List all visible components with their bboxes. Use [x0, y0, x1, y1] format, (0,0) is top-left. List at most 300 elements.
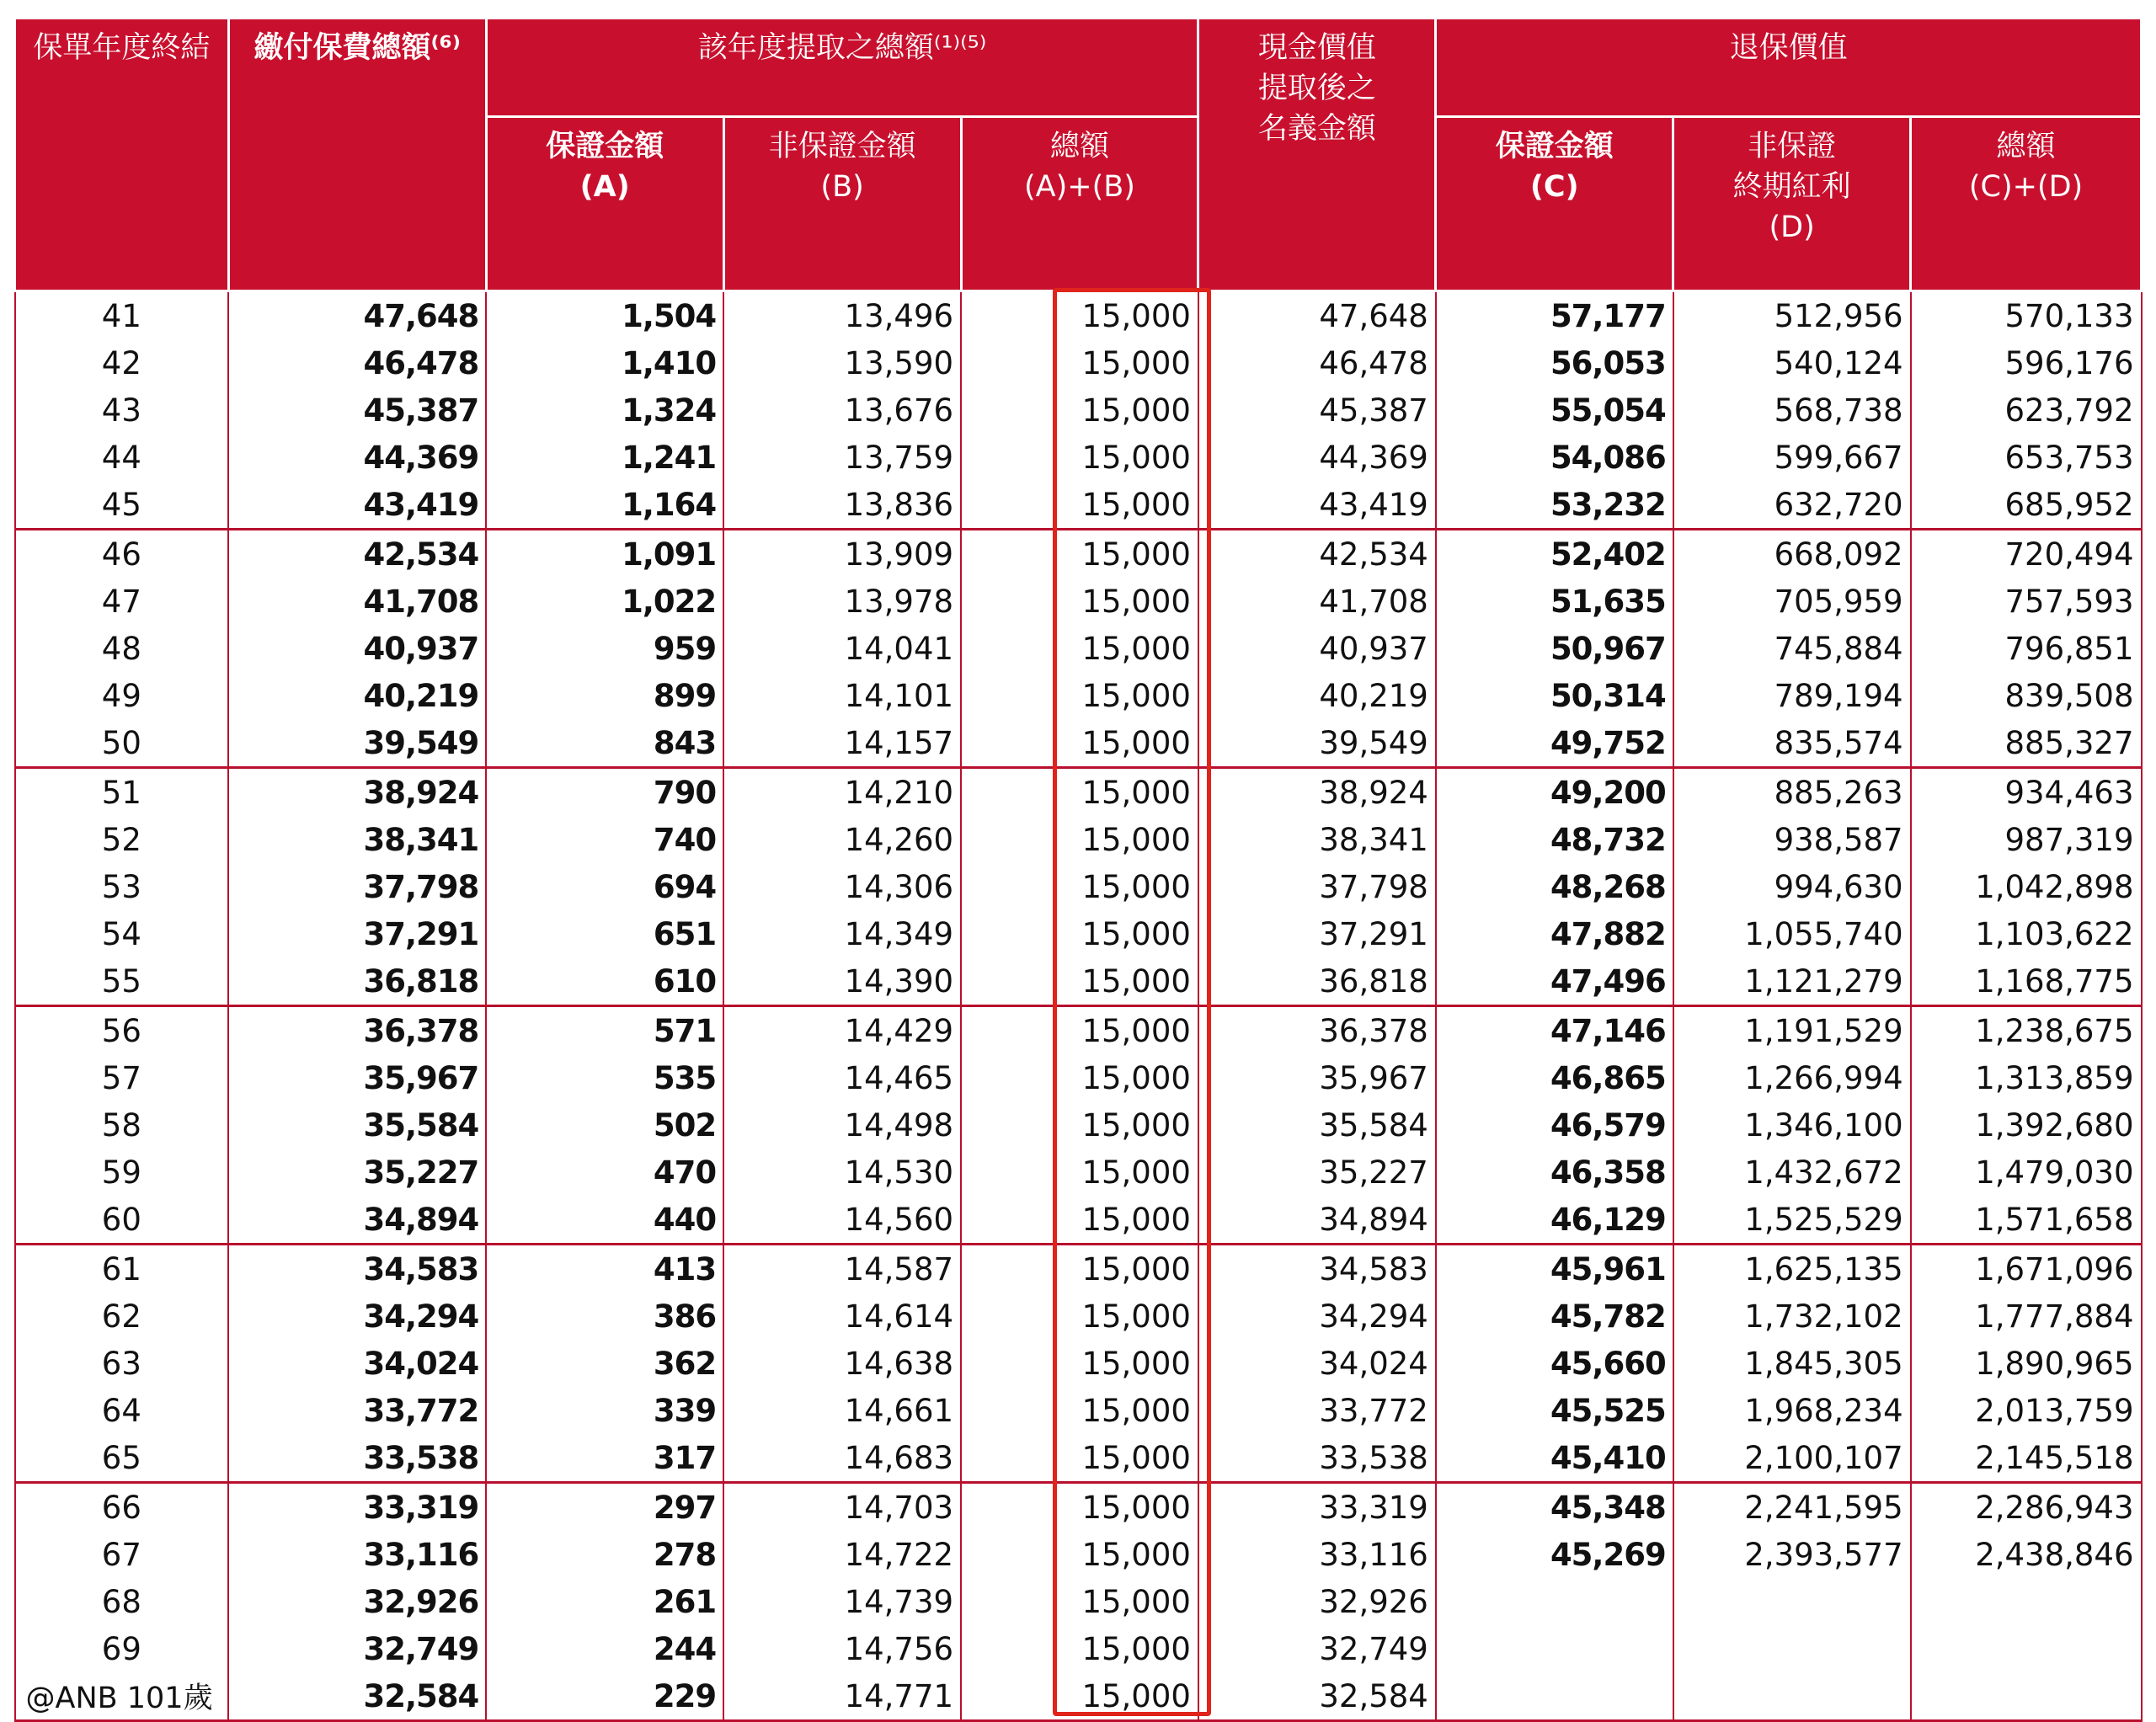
cell-cd: 1,042,898 — [1911, 863, 2142, 910]
cell-b: 14,756 — [723, 1625, 961, 1672]
cell-premium: 42,534 — [228, 530, 486, 578]
cell-premium: 32,926 — [228, 1578, 486, 1625]
table-row — [15, 672, 2142, 719]
cell-year: 50 — [15, 719, 229, 768]
cell-ab: 15,000 — [961, 1387, 1198, 1434]
cell-b: 13,496 — [723, 291, 961, 340]
cell-cd: 685,952 — [1911, 481, 2142, 530]
cell-b: 13,978 — [723, 578, 961, 625]
cell-premium: 35,227 — [228, 1149, 486, 1196]
cell-cd: 796,851 — [1911, 625, 2142, 672]
cell-a: 1,504 — [486, 291, 723, 340]
cell-ab: 15,000 — [961, 719, 1198, 768]
cell-cd: 1,571,658 — [1911, 1196, 2142, 1245]
cell-a: 386 — [486, 1293, 723, 1340]
cell-c — [1436, 1625, 1673, 1672]
cell-b: 14,101 — [723, 672, 961, 719]
table-row — [15, 434, 2142, 481]
cell-ab: 15,000 — [961, 768, 1198, 817]
header-total-ab: 總額 (A)+(B) — [961, 117, 1198, 291]
cell-a: 440 — [486, 1196, 723, 1245]
cell-nominal: 32,926 — [1198, 1578, 1436, 1625]
table-row — [15, 339, 2142, 387]
cell-cd: 2,286,943 — [1911, 1483, 2142, 1532]
cell-cd: 2,438,846 — [1911, 1531, 2142, 1578]
cell-cd: 1,671,096 — [1911, 1245, 2142, 1293]
cell-a: 571 — [486, 1006, 723, 1055]
table-row — [15, 768, 2142, 817]
cell-d: 938,587 — [1673, 816, 1911, 863]
cell-d — [1673, 1578, 1911, 1625]
cell-a: 297 — [486, 1483, 723, 1532]
cell-c — [1436, 1672, 1673, 1721]
cell-nominal: 46,478 — [1198, 339, 1436, 387]
table-row — [15, 1196, 2142, 1245]
cell-c: 48,732 — [1436, 816, 1673, 863]
cell-premium: 35,967 — [228, 1054, 486, 1101]
cell-year: 67 — [15, 1531, 229, 1578]
cell-b: 14,260 — [723, 816, 961, 863]
cell-ab: 15,000 — [961, 1245, 1198, 1293]
cell-ab: 15,000 — [961, 816, 1198, 863]
table-row — [15, 291, 2142, 340]
cell-ab: 15,000 — [961, 863, 1198, 910]
cell-d: 2,393,577 — [1673, 1531, 1911, 1578]
table-row — [15, 1483, 2142, 1532]
cell-nominal: 34,294 — [1198, 1293, 1436, 1340]
cell-c: 45,410 — [1436, 1434, 1673, 1483]
cell-nominal: 33,772 — [1198, 1387, 1436, 1434]
cell-ab: 15,000 — [961, 1006, 1198, 1055]
table-row — [15, 1434, 2142, 1483]
cell-c: 50,967 — [1436, 625, 1673, 672]
cell-cd: 885,327 — [1911, 719, 2142, 768]
cell-year: 53 — [15, 863, 229, 910]
cell-nominal: 38,341 — [1198, 816, 1436, 863]
cell-d: 789,194 — [1673, 672, 1911, 719]
cell-premium: 38,924 — [228, 768, 486, 817]
cell-c: 47,882 — [1436, 910, 1673, 957]
header-policy-year-end: 保單年度終結 — [15, 19, 229, 291]
cell-b: 13,759 — [723, 434, 961, 481]
cell-b: 14,306 — [723, 863, 961, 910]
cell-year: 43 — [15, 387, 229, 434]
cell-premium: 44,369 — [228, 434, 486, 481]
table-row — [15, 1340, 2142, 1387]
cell-cd: 1,238,675 — [1911, 1006, 2142, 1055]
cell-cd: 1,890,965 — [1911, 1340, 2142, 1387]
cell-a: 843 — [486, 719, 723, 768]
cell-nominal: 32,749 — [1198, 1625, 1436, 1672]
table-row — [15, 719, 2142, 768]
cell-nominal: 32,584 — [1198, 1672, 1436, 1721]
cell-year: 57 — [15, 1054, 229, 1101]
cell-d: 1,432,672 — [1673, 1149, 1911, 1196]
cell-premium: 33,772 — [228, 1387, 486, 1434]
cell-nominal: 35,967 — [1198, 1054, 1436, 1101]
illustration-table — [13, 17, 2143, 1722]
cell-premium: 33,116 — [228, 1531, 486, 1578]
table-row — [15, 910, 2142, 957]
cell-ab: 15,000 — [961, 339, 1198, 387]
cell-ab: 15,000 — [961, 578, 1198, 625]
cell-year: 69 — [15, 1625, 229, 1672]
cell-ab: 15,000 — [961, 910, 1198, 957]
cell-d: 568,738 — [1673, 387, 1911, 434]
cell-c: 45,961 — [1436, 1245, 1673, 1293]
cell-b: 13,590 — [723, 339, 961, 387]
cell-year: 41 — [15, 291, 229, 340]
cell-b: 14,683 — [723, 1434, 961, 1483]
cell-cd: 720,494 — [1911, 530, 2142, 578]
cell-ab: 15,000 — [961, 625, 1198, 672]
table-row — [15, 1387, 2142, 1434]
cell-b: 14,041 — [723, 625, 961, 672]
cell-ab: 15,000 — [961, 530, 1198, 578]
cell-year: 47 — [15, 578, 229, 625]
header-surrender-value-group: 退保價值 — [1436, 19, 2142, 117]
cell-year: 44 — [15, 434, 229, 481]
cell-premium: 40,937 — [228, 625, 486, 672]
cell-premium: 38,341 — [228, 816, 486, 863]
cell-c: 56,053 — [1436, 339, 1673, 387]
cell-nominal: 35,584 — [1198, 1101, 1436, 1149]
cell-ab: 15,000 — [961, 1531, 1198, 1578]
cell-cd: 987,319 — [1911, 816, 2142, 863]
header-guaranteed-a: 保證金額 (A) — [486, 117, 723, 291]
cell-cd: 1,313,859 — [1911, 1054, 2142, 1101]
header-non-guaranteed-b: 非保證金額 (B) — [723, 117, 961, 291]
cell-cd — [1911, 1672, 2142, 1721]
cell-cd: 757,593 — [1911, 578, 2142, 625]
cell-b: 14,739 — [723, 1578, 961, 1625]
cell-b: 14,530 — [723, 1149, 961, 1196]
cell-premium: 32,584 — [228, 1672, 486, 1721]
cell-ab: 15,000 — [961, 1101, 1198, 1149]
cell-nominal: 34,894 — [1198, 1196, 1436, 1245]
table-row — [15, 387, 2142, 434]
cell-nominal: 36,378 — [1198, 1006, 1436, 1055]
cell-a: 278 — [486, 1531, 723, 1578]
cell-ab: 15,000 — [961, 481, 1198, 530]
cell-c: 51,635 — [1436, 578, 1673, 625]
cell-c: 47,146 — [1436, 1006, 1673, 1055]
cell-d: 1,055,740 — [1673, 910, 1911, 957]
table-row — [15, 816, 2142, 863]
cell-cd — [1911, 1578, 2142, 1625]
cell-b: 13,676 — [723, 387, 961, 434]
table-row — [15, 1101, 2142, 1149]
cell-year: 45 — [15, 481, 229, 530]
cell-nominal: 43,419 — [1198, 481, 1436, 530]
table-row — [15, 625, 2142, 672]
cell-b: 14,390 — [723, 957, 961, 1006]
cell-cd: 2,013,759 — [1911, 1387, 2142, 1434]
cell-d: 1,266,994 — [1673, 1054, 1911, 1101]
cell-a: 535 — [486, 1054, 723, 1101]
cell-cd: 1,168,775 — [1911, 957, 2142, 1006]
cell-a: 790 — [486, 768, 723, 817]
cell-ab: 15,000 — [961, 1483, 1198, 1532]
cell-premium: 40,219 — [228, 672, 486, 719]
cell-nominal: 41,708 — [1198, 578, 1436, 625]
cell-year: 66 — [15, 1483, 229, 1532]
cell-premium: 41,708 — [228, 578, 486, 625]
table-row — [15, 1672, 2142, 1721]
cell-a: 502 — [486, 1101, 723, 1149]
cell-a: 229 — [486, 1672, 723, 1721]
cell-c: 47,496 — [1436, 957, 1673, 1006]
cell-year: 56 — [15, 1006, 229, 1055]
cell-premium: 45,387 — [228, 387, 486, 434]
cell-ab: 15,000 — [961, 1293, 1198, 1340]
cell-premium: 47,648 — [228, 291, 486, 340]
cell-d: 512,956 — [1673, 291, 1911, 340]
cell-premium: 46,478 — [228, 339, 486, 387]
cell-b: 14,210 — [723, 768, 961, 817]
cell-a: 339 — [486, 1387, 723, 1434]
cell-c: 46,579 — [1436, 1101, 1673, 1149]
cell-d: 1,121,279 — [1673, 957, 1911, 1006]
cell-d: 705,959 — [1673, 578, 1911, 625]
cell-c: 46,865 — [1436, 1054, 1673, 1101]
table-row — [15, 530, 2142, 578]
table-row — [15, 863, 2142, 910]
cell-cd: 653,753 — [1911, 434, 2142, 481]
cell-c: 52,402 — [1436, 530, 1673, 578]
cell-d: 1,625,135 — [1673, 1245, 1911, 1293]
header-guaranteed-c: 保證金額 (C) — [1436, 117, 1673, 291]
cell-cd: 1,777,884 — [1911, 1293, 2142, 1340]
cell-a: 1,164 — [486, 481, 723, 530]
cell-nominal: 34,583 — [1198, 1245, 1436, 1293]
cell-a: 740 — [486, 816, 723, 863]
cell-year: 63 — [15, 1340, 229, 1387]
cell-a: 261 — [486, 1578, 723, 1625]
cell-ab: 15,000 — [961, 291, 1198, 340]
cell-year: 59 — [15, 1149, 229, 1196]
cell-b: 14,429 — [723, 1006, 961, 1055]
cell-nominal: 37,291 — [1198, 910, 1436, 957]
cell-c: 55,054 — [1436, 387, 1673, 434]
cell-cd: 1,103,622 — [1911, 910, 2142, 957]
cell-cd: 2,145,518 — [1911, 1434, 2142, 1483]
cell-b: 14,157 — [723, 719, 961, 768]
cell-ab: 15,000 — [961, 1149, 1198, 1196]
cell-b: 14,661 — [723, 1387, 961, 1434]
cell-ab: 15,000 — [961, 1625, 1198, 1672]
cell-d: 745,884 — [1673, 625, 1911, 672]
cell-d: 885,263 — [1673, 768, 1911, 817]
cell-premium: 36,378 — [228, 1006, 486, 1055]
cell-d: 668,092 — [1673, 530, 1911, 578]
cell-d: 632,720 — [1673, 481, 1911, 530]
cell-c: 45,348 — [1436, 1483, 1673, 1532]
table-row — [15, 1293, 2142, 1340]
cell-a: 244 — [486, 1625, 723, 1672]
cell-cd: 1,392,680 — [1911, 1101, 2142, 1149]
header-nominal-after-withdrawal: 現金價值 提取後之 名義金額 — [1198, 19, 1436, 291]
cell-b: 14,465 — [723, 1054, 961, 1101]
cell-premium: 35,584 — [228, 1101, 486, 1149]
cell-year: 51 — [15, 768, 229, 817]
cell-d: 835,574 — [1673, 719, 1911, 768]
header-total-premium-paid: 繳付保費總額⁽⁶⁾ — [228, 19, 486, 291]
cell-premium: 34,583 — [228, 1245, 486, 1293]
table-row — [15, 1578, 2142, 1625]
cell-ab: 15,000 — [961, 1578, 1198, 1625]
cell-d: 1,845,305 — [1673, 1340, 1911, 1387]
cell-c: 48,268 — [1436, 863, 1673, 910]
table-row — [15, 1245, 2142, 1293]
cell-year: 54 — [15, 910, 229, 957]
cell-a: 470 — [486, 1149, 723, 1196]
cell-a: 610 — [486, 957, 723, 1006]
cell-a: 317 — [486, 1434, 723, 1483]
table-row — [15, 578, 2142, 625]
cell-cd: 934,463 — [1911, 768, 2142, 817]
cell-a: 413 — [486, 1245, 723, 1293]
cell-premium: 39,549 — [228, 719, 486, 768]
cell-premium: 33,538 — [228, 1434, 486, 1483]
cell-year: 58 — [15, 1101, 229, 1149]
cell-year: @ANB 101歲 — [15, 1672, 229, 1721]
cell-nominal: 35,227 — [1198, 1149, 1436, 1196]
cell-a: 1,022 — [486, 578, 723, 625]
cell-d: 2,100,107 — [1673, 1434, 1911, 1483]
cell-ab: 15,000 — [961, 672, 1198, 719]
cell-nominal: 42,534 — [1198, 530, 1436, 578]
cell-c: 45,525 — [1436, 1387, 1673, 1434]
cell-premium: 34,294 — [228, 1293, 486, 1340]
cell-a: 1,091 — [486, 530, 723, 578]
cell-nominal: 39,549 — [1198, 719, 1436, 768]
cell-cd — [1911, 1625, 2142, 1672]
header-total-cd: 總額 (C)+(D) — [1911, 117, 2142, 291]
cell-cd: 596,176 — [1911, 339, 2142, 387]
table-body — [15, 291, 2142, 1721]
cell-premium: 33,319 — [228, 1483, 486, 1532]
cell-d — [1673, 1625, 1911, 1672]
table-row — [15, 1625, 2142, 1672]
cell-year: 55 — [15, 957, 229, 1006]
cell-a: 1,324 — [486, 387, 723, 434]
cell-c: 46,129 — [1436, 1196, 1673, 1245]
cell-premium: 43,419 — [228, 481, 486, 530]
cell-c: 54,086 — [1436, 434, 1673, 481]
cell-premium: 34,894 — [228, 1196, 486, 1245]
cell-c: 50,314 — [1436, 672, 1673, 719]
cell-nominal: 40,937 — [1198, 625, 1436, 672]
cell-ab: 15,000 — [961, 434, 1198, 481]
cell-b: 14,638 — [723, 1340, 961, 1387]
cell-d: 1,732,102 — [1673, 1293, 1911, 1340]
cell-d: 994,630 — [1673, 863, 1911, 910]
cell-a: 651 — [486, 910, 723, 957]
cell-nominal: 33,538 — [1198, 1434, 1436, 1483]
cell-a: 694 — [486, 863, 723, 910]
cell-b: 14,614 — [723, 1293, 961, 1340]
cell-d: 1,346,100 — [1673, 1101, 1911, 1149]
cell-d: 1,968,234 — [1673, 1387, 1911, 1434]
cell-premium: 36,818 — [228, 957, 486, 1006]
table-row — [15, 957, 2142, 1006]
cell-d: 2,241,595 — [1673, 1483, 1911, 1532]
cell-nominal: 47,648 — [1198, 291, 1436, 340]
cell-year: 48 — [15, 625, 229, 672]
cell-c: 49,200 — [1436, 768, 1673, 817]
cell-b: 13,836 — [723, 481, 961, 530]
cell-a: 362 — [486, 1340, 723, 1387]
cell-d: 1,525,529 — [1673, 1196, 1911, 1245]
cell-premium: 37,291 — [228, 910, 486, 957]
cell-nominal: 38,924 — [1198, 768, 1436, 817]
cell-cd: 1,479,030 — [1911, 1149, 2142, 1196]
cell-b: 14,703 — [723, 1483, 961, 1532]
cell-nominal: 36,818 — [1198, 957, 1436, 1006]
cell-b: 14,587 — [723, 1245, 961, 1293]
table-row — [15, 1531, 2142, 1578]
cell-nominal: 33,116 — [1198, 1531, 1436, 1578]
cell-a: 899 — [486, 672, 723, 719]
cell-year: 62 — [15, 1293, 229, 1340]
cell-year: 64 — [15, 1387, 229, 1434]
cell-ab: 15,000 — [961, 387, 1198, 434]
cell-nominal: 40,219 — [1198, 672, 1436, 719]
cell-ab: 15,000 — [961, 1434, 1198, 1483]
cell-ab: 15,000 — [961, 1196, 1198, 1245]
cell-c: 53,232 — [1436, 481, 1673, 530]
cell-b: 13,909 — [723, 530, 961, 578]
cell-a: 959 — [486, 625, 723, 672]
cell-d: 1,191,529 — [1673, 1006, 1911, 1055]
cell-b: 14,771 — [723, 1672, 961, 1721]
cell-c — [1436, 1578, 1673, 1625]
cell-d: 540,124 — [1673, 339, 1911, 387]
cell-c: 57,177 — [1436, 291, 1673, 340]
cell-c: 45,660 — [1436, 1340, 1673, 1387]
table-row — [15, 1054, 2142, 1101]
cell-premium: 34,024 — [228, 1340, 486, 1387]
cell-ab: 15,000 — [961, 1054, 1198, 1101]
cell-year: 49 — [15, 672, 229, 719]
cell-c: 49,752 — [1436, 719, 1673, 768]
table-row — [15, 1006, 2142, 1055]
cell-nominal: 37,798 — [1198, 863, 1436, 910]
cell-year: 61 — [15, 1245, 229, 1293]
cell-nominal: 44,369 — [1198, 434, 1436, 481]
cell-year: 65 — [15, 1434, 229, 1483]
cell-cd: 839,508 — [1911, 672, 2142, 719]
table-row — [15, 481, 2142, 530]
cell-b: 14,722 — [723, 1531, 961, 1578]
cell-premium: 32,749 — [228, 1625, 486, 1672]
cell-d: 599,667 — [1673, 434, 1911, 481]
cell-year: 52 — [15, 816, 229, 863]
cell-c: 46,358 — [1436, 1149, 1673, 1196]
cell-cd: 623,792 — [1911, 387, 2142, 434]
cell-cd: 570,133 — [1911, 291, 2142, 340]
cell-nominal: 33,319 — [1198, 1483, 1436, 1532]
cell-ab: 15,000 — [961, 1340, 1198, 1387]
cell-year: 68 — [15, 1578, 229, 1625]
header-non-guaranteed-d: 非保證 終期紅利 (D) — [1673, 117, 1911, 291]
cell-ab: 15,000 — [961, 957, 1198, 1006]
cell-year: 60 — [15, 1196, 229, 1245]
cell-b: 14,349 — [723, 910, 961, 957]
cell-premium: 37,798 — [228, 863, 486, 910]
cell-nominal: 34,024 — [1198, 1340, 1436, 1387]
